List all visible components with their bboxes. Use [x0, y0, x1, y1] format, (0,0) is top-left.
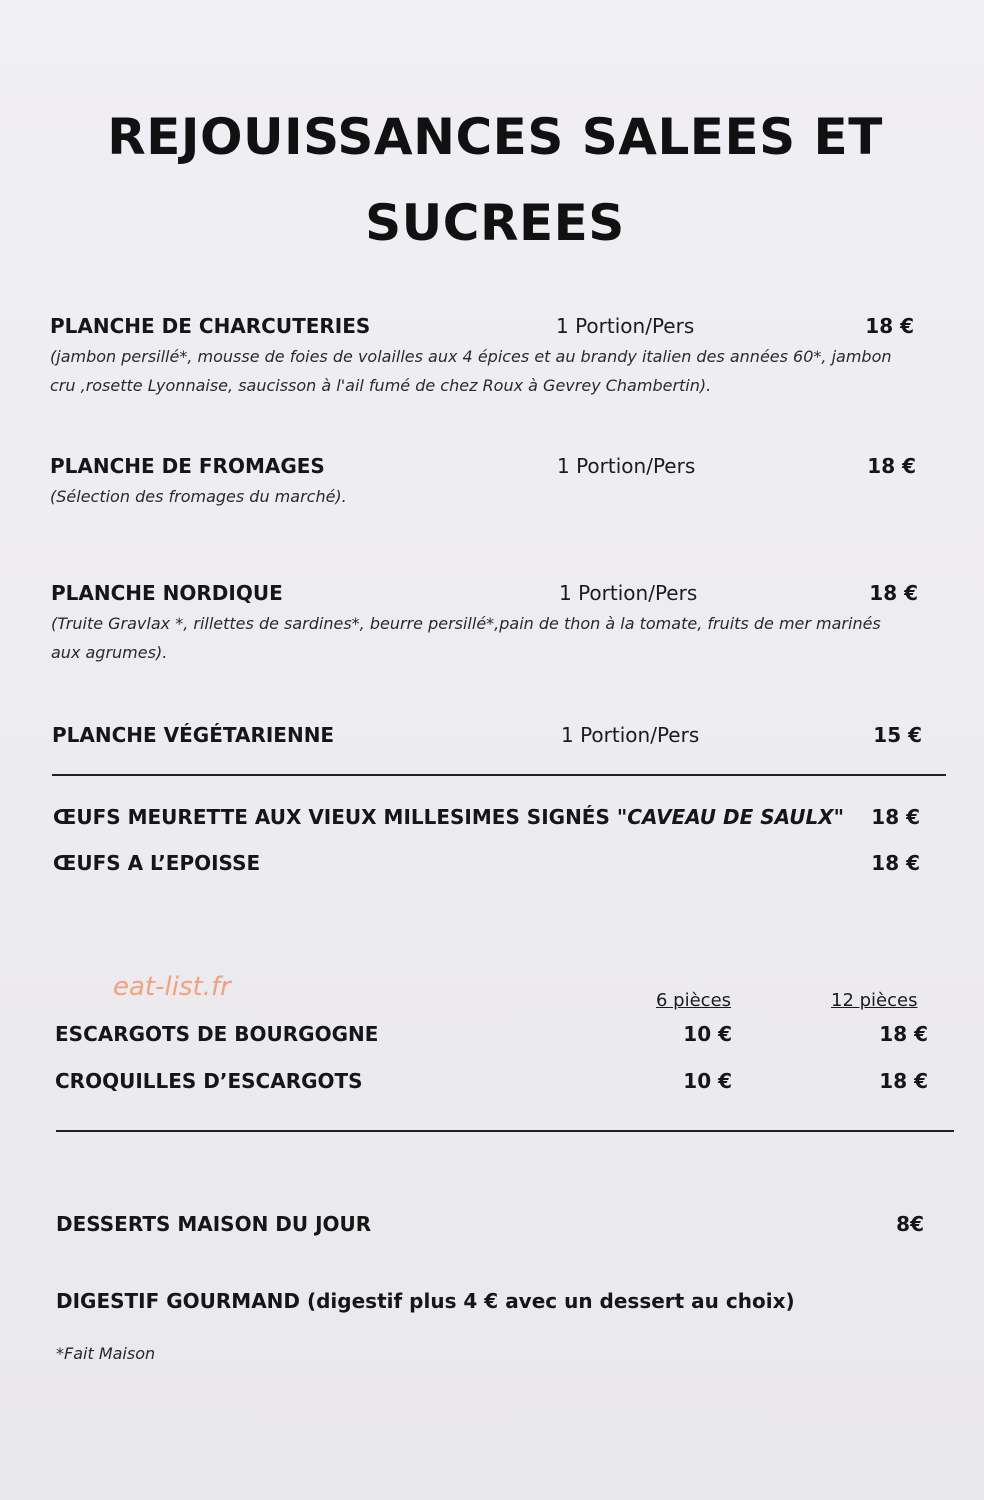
item-price-croquilles-6: 10 €: [683, 1069, 732, 1093]
column-header-12-pieces: 12 pièces: [831, 990, 918, 1011]
item-price-croquilles-12: 18 €: [879, 1069, 928, 1093]
item-name-charcuteries: PLANCHE DE CHARCUTERIES: [50, 314, 371, 338]
desc-line: (jambon persillé*, mousse de foies de volailles aux 4 épices et au brandy italien des années 60*, jambon: [50, 347, 892, 366]
oeufs-meurette-producer: "CAVEAU DE SAULX": [616, 805, 845, 829]
item-name-oeufs-meurette: [53, 805, 844, 829]
item-price-nordique: 18 €: [869, 581, 918, 605]
item-portion-nordique: 1 Portion/Pers: [559, 581, 698, 605]
desc-line: aux agrumes).: [51, 643, 168, 662]
item-price-vegetarienne: 15 €: [873, 723, 922, 747]
item-portion-vegetarienne: 1 Portion/Pers: [561, 723, 700, 747]
menu-title-line-2: SUCREES: [365, 194, 625, 252]
item-price-desserts: 8€: [896, 1212, 924, 1236]
item-desc-nordique: [51, 609, 956, 667]
desc-line: (Truite Gravlax *, rillettes de sardines*, beurre persillé*,pain de thon à la tomate, fruits de mer marinés: [51, 614, 881, 633]
item-name-oeufs-epoisse: ŒUFS A L’EPOISSE: [53, 851, 261, 875]
item-price-charcuteries: 18 €: [865, 314, 914, 338]
item-name-vegetarienne: PLANCHE VÉGÉTARIENNE: [52, 723, 335, 747]
item-name-croquilles: CROQUILLES D’ESCARGOTS: [55, 1069, 363, 1093]
item-price-fromages: 18 €: [867, 454, 916, 478]
section-divider: [52, 774, 946, 776]
footnote-fait-maison: *Fait Maison: [56, 1344, 156, 1363]
item-name-escargots: ESCARGOTS DE BOURGOGNE: [55, 1022, 379, 1046]
item-price-oeufs-meurette: 18 €: [871, 805, 920, 829]
item-desc-fromages: [50, 482, 950, 511]
item-price-escargots-6: 10 €: [683, 1022, 732, 1046]
oeufs-meurette-label: ŒUFS MEURETTE AUX VIEUX MILLESIMES SIGNÉS: [53, 805, 617, 829]
item-price-oeufs-epoisse: 18 €: [871, 851, 920, 875]
section-divider: [56, 1130, 954, 1132]
item-price-escargots-12: 18 €: [879, 1022, 928, 1046]
menu-title-line-1: REJOUISSANCES SALEES ET: [107, 108, 883, 166]
watermark-text: eat-list.fr: [113, 972, 231, 1002]
column-header-6-pieces: 6 pièces: [656, 990, 732, 1011]
item-name-nordique: PLANCHE NORDIQUE: [51, 581, 283, 605]
desc-line: (Sélection des fromages du marché).: [50, 487, 347, 506]
item-name-fromages: PLANCHE DE FROMAGES: [50, 454, 325, 478]
desc-line: cru ,rosette Lyonnaise, saucisson à l'ail fumé de chez Roux à Gevrey Chambertin).: [50, 376, 712, 395]
item-desc-charcuteries: [50, 342, 950, 400]
item-portion-charcuteries: 1 Portion/Pers: [556, 314, 695, 338]
item-portion-fromages: 1 Portion/Pers: [557, 454, 696, 478]
item-name-desserts: DESSERTS MAISON DU JOUR: [56, 1212, 372, 1236]
item-name-digestif: DIGESTIF GOURMAND (digestif plus 4 € avec un dessert au choix): [56, 1289, 795, 1313]
